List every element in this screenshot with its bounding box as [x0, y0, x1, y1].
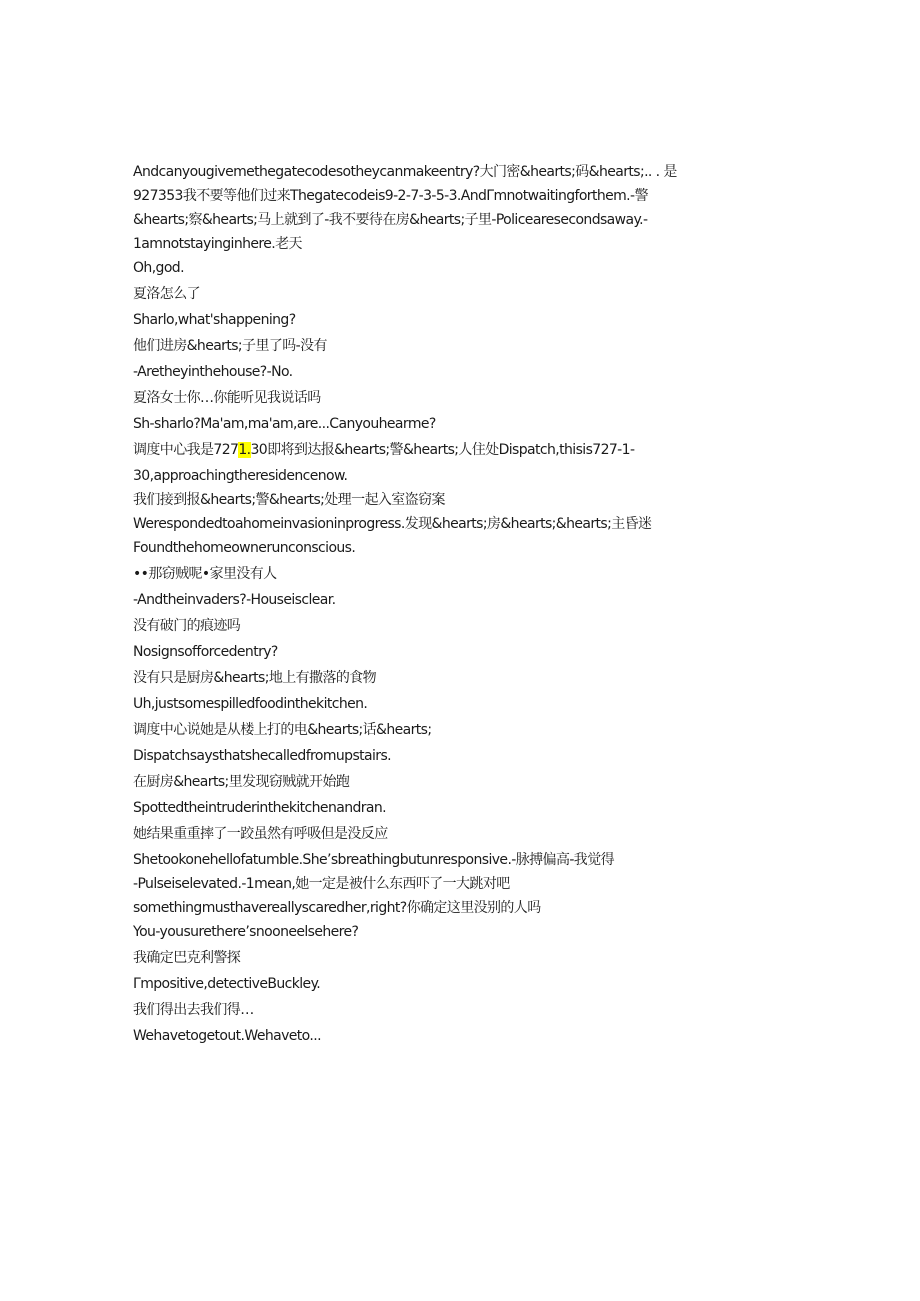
text-line: Shetookonehellofatumble.She’sbreathingbutunresponsive.-脉搏偏高-我觉得: [133, 852, 614, 868]
text-line: &hearts;察&hearts;马上就到了-我不要待在房&hearts;子里-Policearesecondsaway.-: [133, 212, 648, 228]
text-line: 没有只是厨房&hearts;地上有撒落的食物: [133, 670, 377, 686]
text-line: 30,approachingtheresidencenow.: [133, 468, 348, 484]
text-line: Wehavetogetout.Wehaveto...: [133, 1028, 321, 1044]
text-line: Andcanyougivemethegatecodesotheycanmakeentry?大门密&hearts;码&hearts;.. . 是: [133, 164, 677, 180]
text-line: Sharlo,what'shappening?: [133, 312, 296, 328]
text-line: -Andtheinvaders?-Houseisclear.: [133, 592, 336, 608]
text-line: -Pulseiselevated.-1mean,她一定是被什么东西吓了一大跳对吧: [133, 876, 510, 892]
text-line: ••那窃贼呢•家里没有人: [133, 566, 277, 582]
text-line: 在厨房&hearts;里发现窃贼就开始跑: [133, 774, 350, 790]
text-line: 927353我不要等他们过来Thegatecodeis9-2-7-3-5-3.AndΓmnotwaitingforthem.-警: [133, 188, 648, 204]
dispatch-line: [133, 436, 693, 464]
text-line: Dispatchsaysthatshecalledfromupstairs.: [133, 748, 392, 764]
dispatch-line-after: 30即将到达报&hearts;警&hearts;人住处Dispatch,thisis727-1-: [250, 442, 635, 458]
text-line: 我们接到报&hearts;警&hearts;处理一起入室盗窃案: [133, 492, 445, 508]
text-line: 我们得出去我们得…: [133, 1002, 254, 1018]
text-line: Uh,justsomespilledfoodinthekitchen.: [133, 696, 368, 712]
text-line: You-yousurethere’snooneelsehere?: [133, 924, 359, 940]
text-line: 她结果重重摔了一跤虽然有呼吸但是没反应: [133, 826, 388, 842]
text-line: 没有破门的痕迹吗: [133, 618, 241, 634]
text-line: somethingmusthavereallyscaredher,right?你确定这里没别的人吗: [133, 900, 541, 916]
text-line: 夏洛女士你…你能听见我说话吗: [133, 390, 321, 406]
dispatch-line-before: 调度中心我是727: [133, 442, 239, 458]
text-line: 他们进房&hearts;子里了吗-没有: [133, 338, 327, 354]
text-line: 我确定巴克利警探: [133, 950, 241, 966]
subtitle-transcript: [133, 160, 693, 1048]
text-line: -Aretheyinthehouse?-No.: [133, 364, 293, 380]
text-line: Werespondedtoahomeinvasioninprogress.发现&hearts;房&hearts;&hearts;主昏迷: [133, 516, 652, 532]
text-line: Nosignsofforcedentry?: [133, 644, 278, 660]
highlighted-text: 1.: [238, 442, 251, 458]
text-line: 夏洛怎么了: [133, 286, 200, 302]
text-line: Sh-sharlo?Ma'am,ma'am,are...Canyouhearme?: [133, 416, 436, 432]
text-line: 调度中心说她是从楼上打的电&hearts;话&hearts;: [133, 722, 432, 738]
text-line: Foundthehomeownerunconscious.: [133, 540, 356, 556]
text-line: 1amnotstayinginhere.老天: [133, 236, 302, 252]
text-line: Oh,god.: [133, 260, 184, 276]
text-line: Spottedtheintruderinthekitchenandran.: [133, 800, 387, 816]
text-line: Γmpositive,detectiveBuckley.: [133, 976, 321, 992]
